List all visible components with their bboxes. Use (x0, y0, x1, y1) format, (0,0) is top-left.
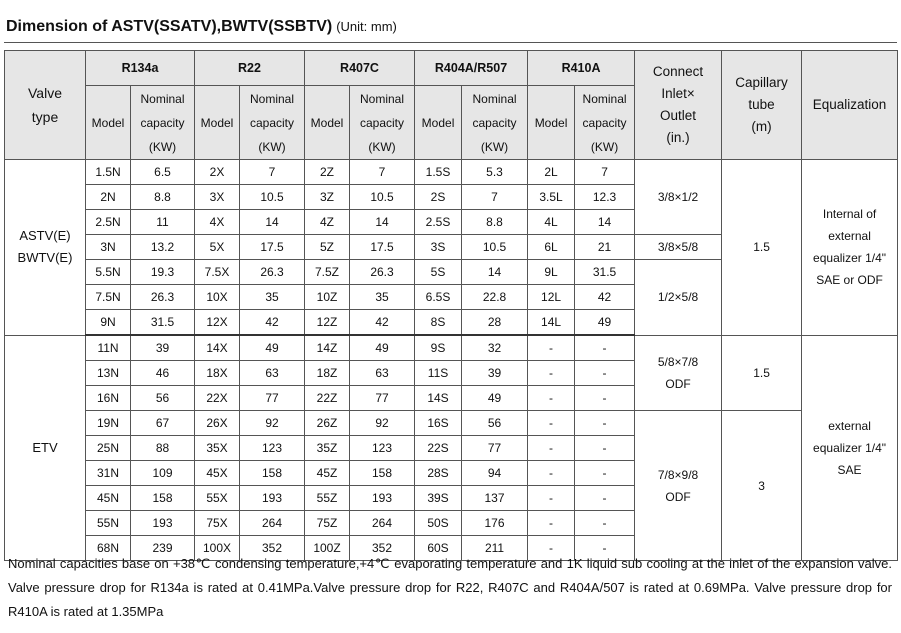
table-cell: 14 (575, 210, 635, 235)
connect-cell: 3/8×5/8 (635, 235, 722, 260)
table-cell: 7 (350, 160, 415, 185)
table-cell: - (575, 486, 635, 511)
table-cell: 28 (462, 310, 528, 336)
table-cell: 68N (86, 536, 131, 561)
table-cell: 5Z (305, 235, 350, 260)
table-cell: 16S (415, 411, 462, 436)
table-cell: 2S (415, 185, 462, 210)
table-cell: 22.8 (462, 285, 528, 310)
valve-type-cell (5, 160, 86, 336)
table-cell: 193 (240, 486, 305, 511)
table-cell: 56 (462, 411, 528, 436)
table-cell: 352 (350, 536, 415, 561)
capillary-cell: 3 (722, 411, 802, 561)
table-cell: 193 (350, 486, 415, 511)
table-cell: 264 (350, 511, 415, 536)
table-cell: 10Z (305, 285, 350, 310)
table-cell: - (575, 436, 635, 461)
table-cell: 2Z (305, 160, 350, 185)
table-cell: - (528, 436, 575, 461)
header-text: capacity (359, 115, 405, 130)
table-cell: 50S (415, 511, 462, 536)
table-cell: 12Z (305, 310, 350, 336)
table-row (5, 160, 898, 185)
table-cell: 7 (462, 185, 528, 210)
table-cell: 25N (86, 436, 131, 461)
table-cell: 45Z (305, 461, 350, 486)
model-header: Model (415, 86, 462, 160)
table-cell: 6.5 (131, 160, 195, 185)
table-cell: 264 (240, 511, 305, 536)
table-cell: 5.3 (462, 160, 528, 185)
cell-text: 5/8×7/8 (657, 354, 699, 369)
table-cell: 2N (86, 185, 131, 210)
table-cell: 10.5 (350, 185, 415, 210)
table-cell: 77 (462, 436, 528, 461)
table-cell: 7.5Z (305, 260, 350, 285)
table-cell: - (575, 536, 635, 561)
table-cell: 35 (240, 285, 305, 310)
table-cell: 10X (195, 285, 240, 310)
table-cell: 8.8 (131, 185, 195, 210)
table-cell: 49 (462, 386, 528, 411)
table-cell: 3N (86, 235, 131, 260)
table-cell: 92 (240, 411, 305, 436)
table-cell: 123 (350, 436, 415, 461)
table-cell: 42 (575, 285, 635, 310)
cell-text: ASTV(E) (19, 228, 71, 244)
table-cell: 35Z (305, 436, 350, 461)
table-cell: 2.5N (86, 210, 131, 235)
table-cell: 5.5N (86, 260, 131, 285)
table-cell: 7 (240, 160, 305, 185)
table-cell: 26.3 (240, 260, 305, 285)
connect-cell (635, 411, 722, 561)
table-cell: 12L (528, 285, 575, 310)
table-body (5, 160, 898, 561)
table-cell: - (528, 536, 575, 561)
table-cell: 42 (240, 310, 305, 336)
table-cell: 88 (131, 436, 195, 461)
header-text: capacity (582, 115, 627, 130)
table-cell: 45N (86, 486, 131, 511)
header-text: (KW) (590, 139, 619, 154)
table-cell: 18Z (305, 361, 350, 386)
header-text: capacity (472, 115, 517, 130)
table-cell: 16N (86, 386, 131, 411)
header-text: Nominal (140, 91, 185, 106)
table-cell: 11S (415, 361, 462, 386)
model-header: Model (195, 86, 240, 160)
table-cell: 14 (240, 210, 305, 235)
table-cell: 13N (86, 361, 131, 386)
table-cell: 94 (462, 461, 528, 486)
cell-text: SAE (837, 462, 862, 477)
table-cell: 92 (350, 411, 415, 436)
table-cell: 9S (415, 335, 462, 361)
table-cell: 31.5 (131, 310, 195, 336)
table-cell: 10.5 (462, 235, 528, 260)
cell-text: SAE or ODF (816, 273, 883, 288)
header-text: tube (748, 97, 775, 112)
table-row (5, 411, 898, 436)
header-text: Nominal (249, 91, 294, 106)
table-cell: 2L (528, 160, 575, 185)
table-cell: 158 (240, 461, 305, 486)
table-cell: 42 (350, 310, 415, 336)
cell-text: ODF (665, 376, 691, 391)
header-text: Outlet (660, 108, 697, 123)
table-cell: 63 (240, 361, 305, 386)
table-cell: 3Z (305, 185, 350, 210)
cell-text: Internal of (822, 207, 877, 222)
header-text: capacity (140, 115, 185, 130)
table-cell: 75X (195, 511, 240, 536)
cell-text: equalizer 1/4" (813, 251, 887, 266)
equalization-cell (802, 160, 898, 336)
table-cell: 137 (462, 486, 528, 511)
table-cell: 19.3 (131, 260, 195, 285)
refrigerant-header-r22: R22 (195, 51, 305, 86)
header-text: (KW) (148, 139, 177, 154)
table-cell: 8.8 (462, 210, 528, 235)
header-text: (m) (751, 119, 772, 134)
equalization-cell (802, 335, 898, 561)
table-cell: - (575, 511, 635, 536)
table-cell: 31N (86, 461, 131, 486)
table-cell: - (528, 411, 575, 436)
table-cell: 9N (86, 310, 131, 336)
model-header: Model (305, 86, 350, 160)
table-cell: 39 (131, 335, 195, 361)
table-cell: - (575, 335, 635, 361)
table-cell: - (575, 361, 635, 386)
table-cell: 14S (415, 386, 462, 411)
header-text: Capillary (735, 75, 788, 90)
nominal-capacity-header (131, 86, 195, 160)
table-cell: - (528, 335, 575, 361)
table-cell: 4L (528, 210, 575, 235)
table-cell: - (575, 411, 635, 436)
table-cell: 60S (415, 536, 462, 561)
refrigerant-header-r134a: R134a (86, 51, 195, 86)
cell-text: ODF (665, 489, 691, 504)
header-text: (in.) (666, 130, 690, 145)
table-cell: 176 (462, 511, 528, 536)
table-cell: 100Z (305, 536, 350, 561)
capillary-header (722, 51, 802, 160)
table-cell: 1.5S (415, 160, 462, 185)
table-cell: 8S (415, 310, 462, 336)
table-cell: 26.3 (350, 260, 415, 285)
table-cell: 17.5 (240, 235, 305, 260)
table-cell: 100X (195, 536, 240, 561)
table-cell: 109 (131, 461, 195, 486)
cell-text: 7/8×9/8 (657, 467, 699, 482)
refrigerant-header-r407c: R407C (305, 51, 415, 86)
table-cell: 11 (131, 210, 195, 235)
table-cell: 26Z (305, 411, 350, 436)
table-cell: 46 (131, 361, 195, 386)
table-cell: 22S (415, 436, 462, 461)
table-cell: 18X (195, 361, 240, 386)
table-cell: 10.5 (240, 185, 305, 210)
table-cell: 77 (240, 386, 305, 411)
table-cell: 12X (195, 310, 240, 336)
table-cell: 35X (195, 436, 240, 461)
table-cell: 239 (131, 536, 195, 561)
table-cell: - (528, 461, 575, 486)
table-cell: 158 (131, 486, 195, 511)
table-cell: 1.5N (86, 160, 131, 185)
table-cell: 6.5S (415, 285, 462, 310)
table-cell: 39S (415, 486, 462, 511)
header-text: (KW) (480, 139, 509, 154)
header-text: Inlet× (661, 86, 695, 101)
table-cell: 35 (350, 285, 415, 310)
cell-text: external (828, 229, 871, 244)
table-cell: 2.5S (415, 210, 462, 235)
table-cell: 14 (350, 210, 415, 235)
table-cell: 56 (131, 386, 195, 411)
table-cell: 55Z (305, 486, 350, 511)
header-text: Connect (652, 64, 704, 79)
table-cell: 11N (86, 335, 131, 361)
table-cell: 75Z (305, 511, 350, 536)
nominal-capacity-header (350, 86, 415, 160)
table-cell: 12.3 (575, 185, 635, 210)
table-cell: 14Z (305, 335, 350, 361)
dimension-table (4, 50, 898, 561)
table-cell: 14 (462, 260, 528, 285)
refrigerant-header-r404a: R404A/R507 (415, 51, 528, 86)
table-cell: 49 (350, 335, 415, 361)
table-cell: 77 (350, 386, 415, 411)
header-text: type (31, 109, 59, 125)
table-cell: 22Z (305, 386, 350, 411)
valve-type-header (5, 51, 86, 160)
capillary-cell: 1.5 (722, 335, 802, 411)
header-text: (KW) (258, 139, 286, 154)
table-cell: 14L (528, 310, 575, 336)
header-text: capacity (249, 115, 295, 130)
header-text: Nominal (582, 91, 627, 106)
table-cell: 5X (195, 235, 240, 260)
table-cell: 17.5 (350, 235, 415, 260)
table-cell: 55N (86, 511, 131, 536)
table-cell: 7 (575, 160, 635, 185)
table-cell: - (528, 386, 575, 411)
model-header: Model (528, 86, 575, 160)
table-cell: 39 (462, 361, 528, 386)
table-cell: 7.5N (86, 285, 131, 310)
table-cell: 6L (528, 235, 575, 260)
footnote: Nominal capacities base on +38℃ condensing temperature,+4℃ evaporating temperature and 1K liquid sub cooling at the inlet of the expansion valve. Valve pressure drop for R134a is rated at 0.41MPa.Valve pressure drop for R22, R407C and R404A/507 is rated at 0.69MPa. Valve pressure drop for R410A is rated at 1.35MPa (8, 556, 892, 619)
header-text: Nominal (360, 91, 405, 106)
cell-text: equalizer 1/4" (813, 440, 887, 455)
nominal-capacity-header (575, 86, 635, 160)
nominal-capacity-header (462, 86, 528, 160)
table-cell: 63 (350, 361, 415, 386)
table-cell: 4Z (305, 210, 350, 235)
connect-cell: 3/8×1/2 (635, 160, 722, 235)
table-cell: 158 (350, 461, 415, 486)
table-cell: 55X (195, 486, 240, 511)
table-cell: 13.2 (131, 235, 195, 260)
table-cell: 49 (240, 335, 305, 361)
page-title (6, 18, 397, 36)
table-cell: 3S (415, 235, 462, 260)
table-cell: 31.5 (575, 260, 635, 285)
cell-text: BWTV(E) (17, 250, 73, 266)
table-cell: 123 (240, 436, 305, 461)
table-cell: 3.5L (528, 185, 575, 210)
title-text: Dimension of ASTV(SSATV),BWTV(SSBTV) (6, 18, 333, 35)
table-cell: 32 (462, 335, 528, 361)
table-cell: 7.5X (195, 260, 240, 285)
table-cell: - (575, 461, 635, 486)
table-cell: 45X (195, 461, 240, 486)
title-bar (4, 16, 897, 43)
table-cell: 67 (131, 411, 195, 436)
table-cell: 5S (415, 260, 462, 285)
equalization-header: Equalization (802, 51, 898, 160)
table-cell: 22X (195, 386, 240, 411)
header-text: (KW) (368, 139, 396, 154)
connect-header (635, 51, 722, 160)
cell-text: ETV (32, 439, 58, 455)
table-cell: - (575, 386, 635, 411)
table-cell: - (528, 361, 575, 386)
table-cell: 14X (195, 335, 240, 361)
table-cell: 211 (462, 536, 528, 561)
table-cell: 352 (240, 536, 305, 561)
table-cell: - (528, 511, 575, 536)
refrigerant-header-r410a: R410A (528, 51, 635, 86)
connect-cell (635, 335, 722, 411)
table-cell: 2X (195, 160, 240, 185)
cell-text: external (828, 418, 871, 433)
table-cell: 9L (528, 260, 575, 285)
table-row (5, 335, 898, 361)
table-cell: 21 (575, 235, 635, 260)
header-text: Nominal (472, 91, 517, 106)
table-cell: 49 (575, 310, 635, 336)
table-cell: 19N (86, 411, 131, 436)
nominal-capacity-header (240, 86, 305, 160)
table-cell: 26X (195, 411, 240, 436)
header-text: Valve (28, 85, 62, 101)
table-cell: 28S (415, 461, 462, 486)
table-cell: 4X (195, 210, 240, 235)
model-header: Model (86, 86, 131, 160)
table-cell: 3X (195, 185, 240, 210)
unit-label: (Unit: mm) (336, 19, 397, 34)
table-cell: - (528, 486, 575, 511)
connect-cell: 1/2×5/8 (635, 260, 722, 336)
table-cell: 26.3 (131, 285, 195, 310)
capillary-cell: 1.5 (722, 160, 802, 336)
valve-type-cell (5, 335, 86, 561)
table-cell: 193 (131, 511, 195, 536)
